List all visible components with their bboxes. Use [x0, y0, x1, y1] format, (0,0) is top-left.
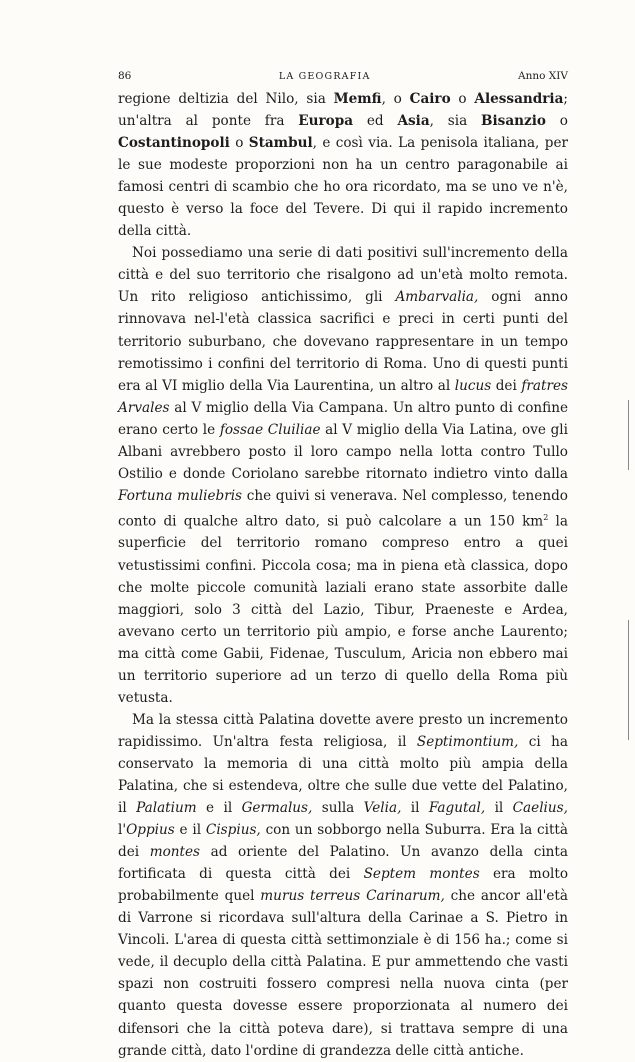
page-number: 86 — [118, 70, 132, 82]
journal-title: LA GEOGRAFIA — [278, 71, 371, 82]
paragraph-3: Ma la stessa città Palatina dovette avere presto un incremento rapidissimo. Un'altra festa religiosa, il Septimontium, ci ha conservato la memoria di una città molto più ampia della Palatina, che si estendeva, oltre che sulle due vette del Palatino, il Palatium e il Germalus, sulla Velia, il Fagutal, il Caelius, l'Oppius e il Cispius, con un sobborgo nella Suburra. Era la città dei montes ad oriente del Palatino. Un avanzo della cinta fortificata di questa città dei Septem montes era molto probabilmente quel murus terreus Carinarum, che ancor all'età di Varrone si ricordava sull'altura della Carinae a S. Pietro in Vincoli. L'area di questa città settimonziale è di 156 ha.; come si vede, il decuplo della città Palatina. E pur ammettendo che vasti spazi non costruiti fossero compresi nella nuova cinta (per quanto questa dovesse essere proporzionata al numero dei difensori che la città poteva dare), si trattava sempre di una grande città, dato l'ordine di grandezza delle città antiche. — [118, 711, 569, 1059]
running-head — [118, 69, 568, 84]
volume-label: Anno XIV — [518, 70, 568, 82]
page — [118, 69, 568, 1062]
body-text — [118, 88, 568, 1062]
margin-line — [628, 400, 629, 470]
paragraph-2: Noi possediamo una serie di dati positivi sull'incremento della città e del suo territorio che risalgono ad un'età molto remota. Un rito religioso antichissimo, gli Ambarvalia, ogni anno rinnovava nel-l'età classica sacrifici e preci in certi punti del territorio suburbano, che dovevano rappresentare in un tempo remotissimo i confini del territorio di Roma. Uno di questi punti era al VI miglio della Via Laurentina, un altro al lucus dei fratres Arvales al V miglio della Via Campana. Un altro punto di confine erano certo le fossae Cluiliae al V miglio della Via Latina, ove gli Albani avrebbero posto il loro campo nella lotta contro Tullo Ostilio e donde Coriolano sarebbe ritornato indietro vinto dalla Fortuna muliebris che quivi si venerava. Nel complesso, tenendo conto di qualche altro dato, si può calcolare a un 150 $km^2$ la superficie del territorio romano compreso entro a quei vetustissimi confini. Piccola cosa; ma in piena età classica, dopo che molte piccole comunità laziali erano state assorbite dalle maggiori, solo 3 città del Lazio, Tibur, Praeneste e Ardea, avevano certo un territorio più ampio, e forse anche Laurento; ma città come Gabii, Fidenae, Tusculum, Aricia non ebbero mai un territorio superiore ad un terzo di quello della Roma più vetusta. — [118, 245, 568, 706]
paragraph-1: regione deltizia del Nilo, sia Memfi, o Cairo o Alessandria; un'altra al ponte fra Europa ed Asia, sia Bisanzio o Costantinopoli o Stambul, e così via. La penisola italiana, per le sue modeste proporzioni non ha un centro paragonabile ai famosi centri di scambio che ho ora ricordato, ma se uno ve n'è, questo è verso la foce del Tevere. Di qui il rapido incremento della città. — [118, 91, 569, 240]
margin-line — [628, 620, 629, 740]
